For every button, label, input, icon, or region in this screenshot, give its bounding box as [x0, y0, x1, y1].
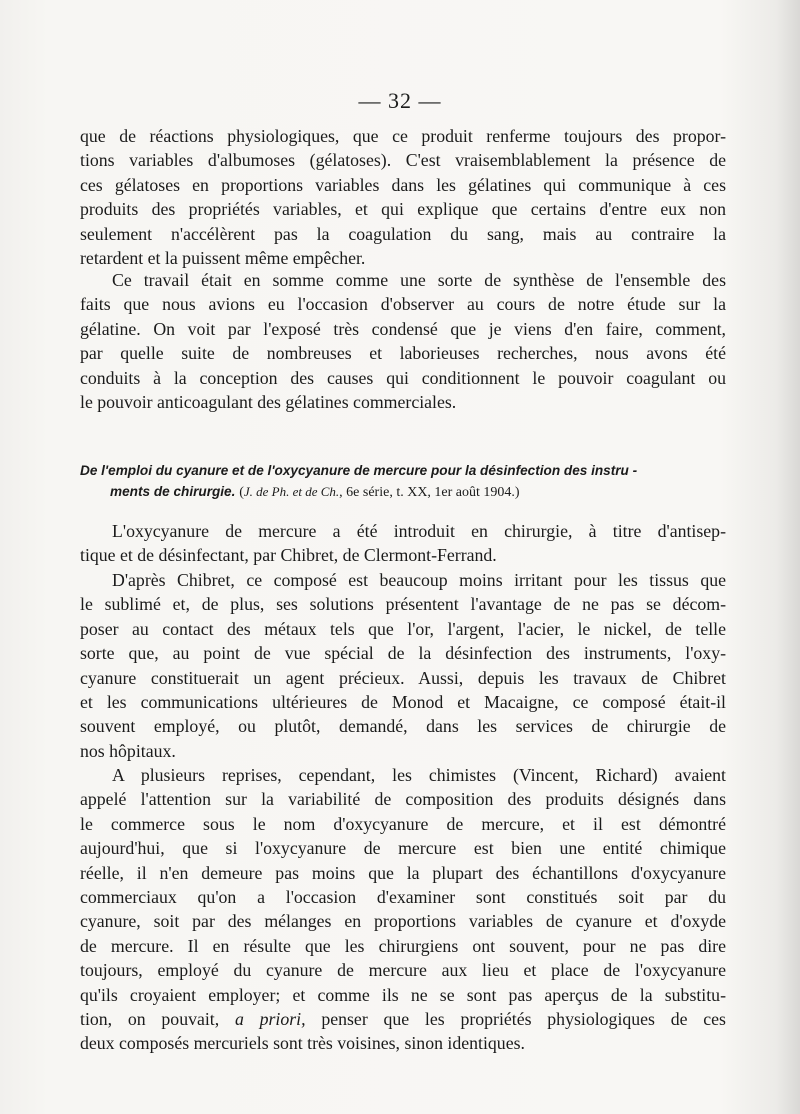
- text-line: retardent et la puissent même empêcher.: [80, 247, 366, 268]
- text-line: le commerce sous le nom d'oxycyanure de mercure, et il est démontré: [80, 813, 726, 834]
- text-line: Ce travail était en somme comme une sorte de synthèse de l'ensemble des: [112, 270, 726, 290]
- text-line: faits que nous avions eu l'occasion d'observer au cours de notre étude sur la: [80, 294, 726, 315]
- text-line: le pouvoir anticoagulant des gélatines commerciales.: [80, 391, 457, 412]
- text-line: conduits à la conception des causes qui conditionnent le pouvoir coagulant ou: [80, 367, 726, 388]
- heading-line: ments de chirurgie. (J. de Ph. et de Ch., 6e série, t. XX, 1er août 1904.): [110, 484, 520, 500]
- paragraph-introduction: [80, 519, 726, 568]
- text-line: deux composés mercuriels sont très voisines, sinon identiques.: [80, 1033, 525, 1054]
- text-line: poser au contact des métaux tels que l'or, l'argent, l'acier, le nickel, de telle: [80, 618, 726, 639]
- text-line: par quelle suite de nombreuses et laborieuses recherches, nous avons été: [80, 343, 726, 364]
- text-line: produits des propriétés variables, et qui explique que certains d'entre eux non: [80, 199, 726, 220]
- text-line: tique et de désinfectant, par Chibret, de Clermont-Ferrand.: [80, 545, 497, 566]
- heading-line: De l'emploi du cyanure et de l'oxycyanure de mercure pour la désinfection des instru -: [80, 463, 638, 478]
- text-line: A plusieurs reprises, cependant, les chimistes (Vincent, Richard) avaient: [112, 765, 726, 785]
- text-line: seulement n'accélèrent pas la coagulation du sang, mais au contraire la: [80, 223, 726, 244]
- text-line: de mercure. Il en résulte que les chirurgiens ont souvent, pour ne pas dire: [80, 935, 726, 956]
- paragraph-chimistes: [80, 763, 726, 1056]
- text-line: commerciaux qu'on a l'occasion d'examiner sont constitués soit par du: [80, 886, 726, 907]
- paragraph-continuation: [80, 124, 726, 270]
- text-line: gélatine. On voit par l'exposé très condensé que je viens d'en faire, comment,: [80, 318, 726, 339]
- text-line: cyanure, soit par des mélanges en proportions variables de cyanure et d'oxyde: [80, 911, 726, 932]
- text-line: ces gélatoses en proportions variables dans les gélatines qui communique à ces: [80, 174, 726, 195]
- citation: (J. de Ph. et de Ch., 6e série, t. XX, 1er août 1904.): [239, 484, 520, 500]
- page-number: — 32 —: [358, 88, 442, 113]
- text-line: L'oxycyanure de mercure a été introduit en chirurgie, à titre d'antisep-: [112, 521, 726, 541]
- text-line: aujourd'hui, que si l'oxycyanure de mercure est bien une entité chimique: [80, 838, 726, 859]
- text-line: que de réactions physiologiques, que ce produit renferme toujours des propor-: [80, 126, 726, 146]
- paragraph-chibret: [80, 568, 726, 763]
- text-line: tion, on pouvait, a priori, penser que les propriétés physiologiques de ces: [80, 1008, 726, 1029]
- text-line: le sublimé et, de plus, ses solutions présentent l'avantage de ne pas se décom-: [80, 594, 726, 615]
- text-line: D'après Chibret, ce composé est beaucoup moins irritant pour les tissus que: [112, 570, 726, 590]
- section-heading: [80, 460, 730, 502]
- text-line: sorte que, au point de vue spécial de la désinfection des instruments, l'oxy-: [80, 643, 726, 664]
- text-line: toujours, employé du cyanure de mercure aux lieu et place de l'oxycyanure: [80, 960, 726, 981]
- text-line: qu'ils croyaient employer; et comme ils ne se sont pas aperçus de la substitu-: [80, 984, 726, 1005]
- text-line: et les communications ultérieures de Monod et Macaigne, ce composé était-il: [80, 691, 726, 712]
- text-line: nos hôpitaux.: [80, 740, 176, 761]
- text-line: appelé l'attention sur la variabilité de composition des produits désignés dans: [80, 789, 726, 810]
- text-line: tions variables d'albumoses (gélatoses). C'est vraisemblablement la présence de: [80, 150, 726, 171]
- text-line: réelle, il n'en demeure pas moins que la plupart des échantillons d'oxycyanure: [80, 862, 726, 883]
- text-line: cyanure constituerait un agent précieux. Aussi, depuis les travaux de Chibret: [80, 667, 726, 688]
- paragraph-synthese: [80, 268, 726, 414]
- text-line: souvent employé, ou plutôt, demandé, dans les services de chirurgie de: [80, 716, 726, 737]
